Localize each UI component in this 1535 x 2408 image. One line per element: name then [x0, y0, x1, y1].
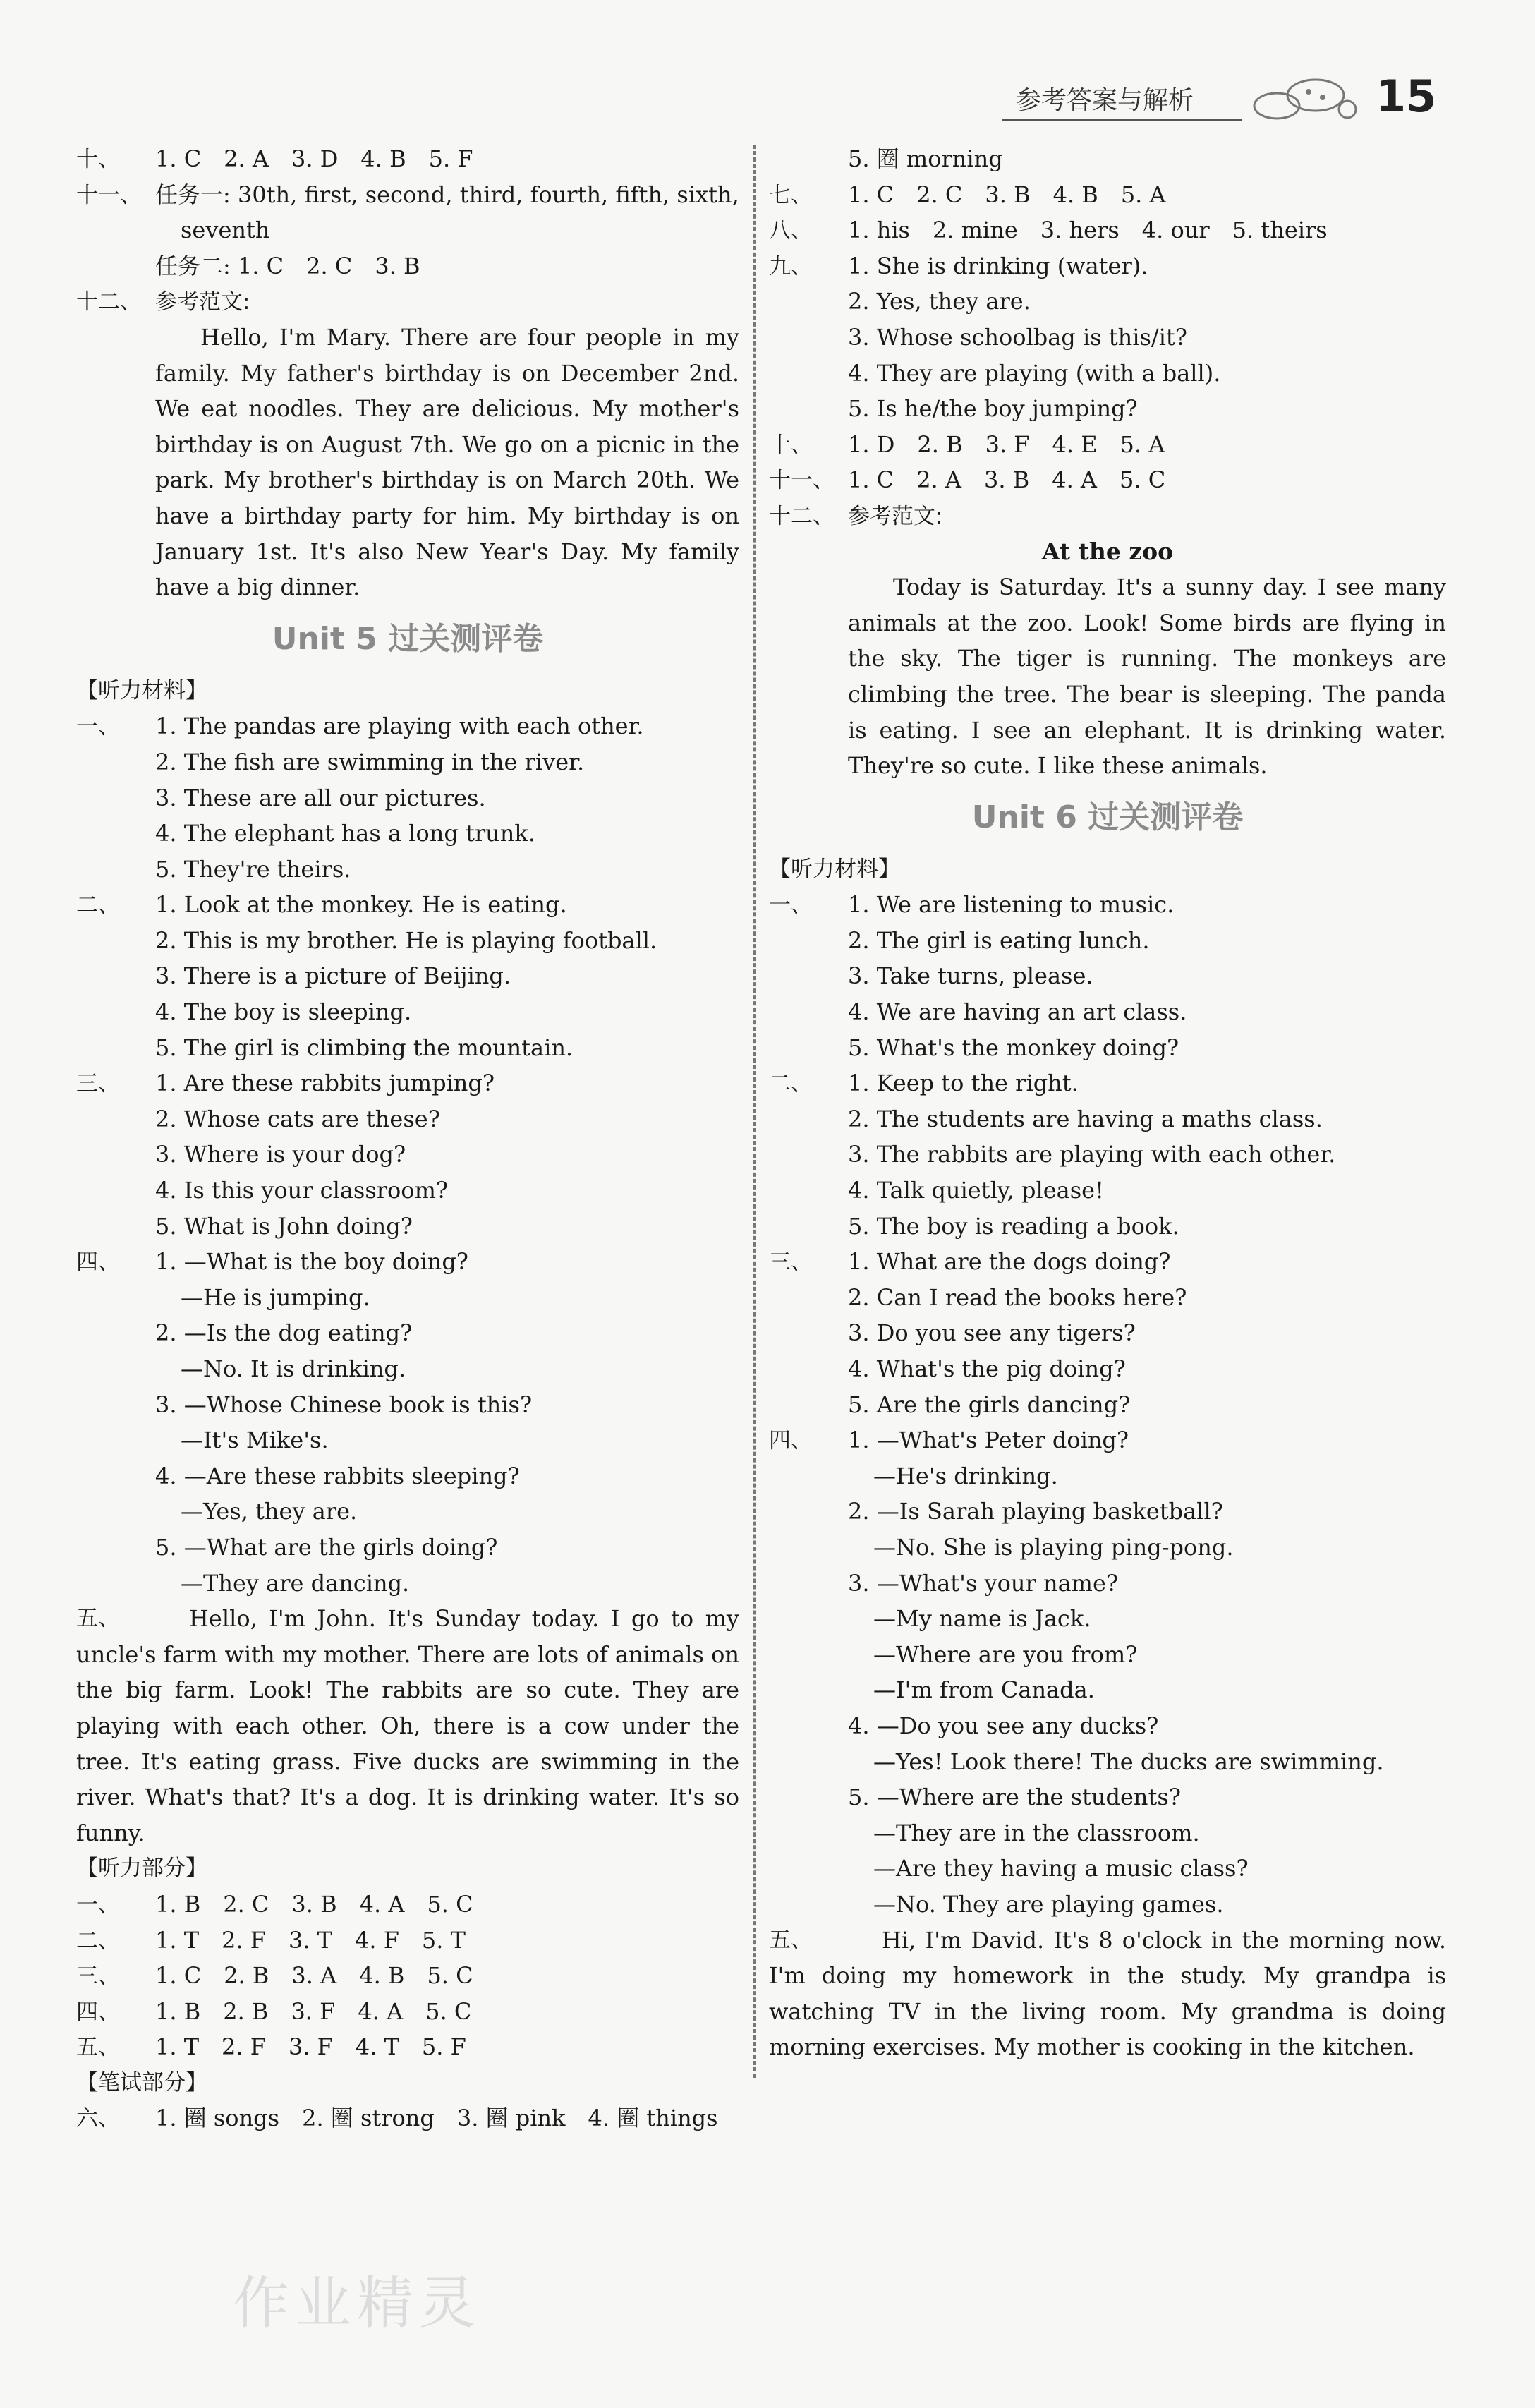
right-column	[769, 141, 1446, 2065]
passage-block	[76, 1601, 739, 1851]
answer-row	[76, 284, 739, 320]
essay-heading: 参考范文:	[155, 289, 250, 315]
list-item: 2. Whose cats are these?	[155, 1105, 440, 1132]
answer-row: 5. 圈 morning	[848, 145, 1003, 172]
list-item: 3. The rabbits are playing with each other.	[848, 1141, 1336, 1168]
watermark: 作业精灵	[233, 2270, 481, 2336]
list-item: 2. The girl is eating lunch.	[848, 926, 1150, 954]
list-item: 3. These are all our pictures.	[155, 784, 486, 811]
dialogue-line: —No. They are playing games.	[873, 1890, 1224, 1918]
list-item: 三、 1. Are these rabbits jumping?	[76, 1065, 739, 1101]
answer-label: 五、	[76, 1606, 120, 1632]
list-item: 5. The boy is reading a book.	[848, 1212, 1179, 1240]
dialogue-line: —They are in the classroom.	[873, 1819, 1200, 1846]
list-item: 4. The elephant has a long trunk.	[155, 820, 535, 847]
list-item: 3. Where is your dog?	[155, 1141, 406, 1168]
answer-row: 八、 1. his 2. mine 3. hers 4. our 5. theirs	[769, 217, 1328, 244]
listening-passage: Hello, I'm John. It's Sunday today. I go to my uncle's farm with my mother. There are lots of animals on the big farm. Look! The rabbits are so cute. They are playing with each other. Oh, there is a cow under the tree. It's eating grass. Five ducks are swimming in the river. What's that? It's a dog. It is drinking water. It's so funny.	[76, 1605, 739, 1846]
answer-row: 2. Yes, they are.	[848, 288, 1031, 315]
list-item: 2. The fish are swimming in the river.	[155, 748, 585, 775]
answer-label: 三、	[76, 1071, 120, 1097]
list-item: 4. Talk quietly, please!	[848, 1177, 1104, 1204]
dialogue-line: —Yes! Look there! The ducks are swimming.	[873, 1748, 1384, 1775]
listening-material-heading: 【听力材料】	[76, 677, 207, 703]
dialogue-line: 四、 1. —What's Peter doing?	[769, 1427, 1129, 1454]
list-item: 4. What's the pig doing?	[848, 1355, 1126, 1382]
answer-row: 十二、 参考范文:	[769, 503, 943, 529]
unit6-title: Unit 6 过关测评卷	[971, 799, 1244, 835]
list-item: 5. They're theirs.	[155, 855, 351, 883]
list-item: 5. Are the girls dancing?	[848, 1391, 1131, 1418]
answer-row	[76, 177, 739, 213]
dialogue-line: —They are dancing.	[181, 1569, 410, 1597]
listening-passage: Hi, I'm David. It's 8 o'clock in the morning now. I'm doing my homework in the study. My grandpa is watching TV in the living room. My grandma is doing morning exercises. My mother is cooking in the kitchen.	[769, 1926, 1446, 2061]
dialogue-line: 3. —What's your name?	[848, 1569, 1119, 1597]
answer-row: 六、 1. 圈 songs 2. 圈 strong 3. 圈 pink 4. 圈 things	[76, 2105, 718, 2132]
dialogue-line: —It's Mike's.	[181, 1427, 329, 1454]
list-item: 2. This is my brother. He is playing football.	[155, 926, 657, 954]
list-item: 5. What's the monkey doing?	[848, 1034, 1179, 1061]
listening-material-heading: 【听力材料】	[769, 856, 900, 882]
header-rule	[1002, 119, 1242, 121]
answer-row: 十一、 1. C 2. A 3. B 4. A 5. C	[769, 466, 1166, 494]
list-item: 4. The boy is sleeping.	[155, 998, 412, 1026]
answer-label: 十二、	[76, 289, 142, 315]
bubbles-decoration-icon	[1249, 71, 1361, 127]
dialogue-line: 2. —Is Sarah playing basketball?	[848, 1498, 1223, 1525]
essay-title: At the zoo	[1041, 537, 1174, 565]
list-item: 二、 1. Look at the monkey. He is eating.	[76, 887, 739, 923]
dialogue-line: 4. —Do you see any ducks?	[848, 1712, 1159, 1739]
page-header	[1002, 68, 1481, 131]
answer-row: 5. Is he/the boy jumping?	[848, 395, 1138, 423]
essay-heading: 参考范文:	[848, 503, 943, 529]
dialogue-line: 5. —What are the girls doing?	[155, 1533, 498, 1561]
answer-row: 七、 1. C 2. C 3. B 4. B 5. A	[769, 181, 1166, 208]
answer-label: 十一、	[76, 182, 142, 208]
answer-row: seventh	[181, 217, 270, 244]
list-item: 3. There is a picture of Beijing.	[155, 962, 511, 990]
list-item: 4. We are having an art class.	[848, 998, 1187, 1026]
dialogue-line: 5. —Where are the students?	[848, 1784, 1181, 1811]
model-essay: Hello, I'm Mary. There are four people in my family. My father's birthday is on December 2nd. We eat noodles. They are delicious. My mother's birthday is on August 7th. We go on a picnic in the park. My brother's birthday is on March 20th. We have a birthday party for him. My birthday is on January 1st. It's also New Year's Day. My family have a big dinner.	[155, 323, 739, 601]
answer-row: 三、 1. C 2. B 3. A 4. B 5. C	[76, 1962, 473, 1990]
dialogue-line: —Yes, they are.	[181, 1498, 358, 1525]
left-column	[76, 141, 739, 2136]
page-number: 15	[1376, 71, 1437, 122]
answer-label: 二、	[76, 893, 120, 919]
list-item: 3. Do you see any tigers?	[848, 1319, 1136, 1347]
answer-label: 一、	[76, 714, 120, 740]
dialogue-line: —No. It is drinking.	[181, 1355, 406, 1382]
model-essay: Today is Saturday. It's a sunny day. I see many animals at the zoo. Look! Some birds are flying in the sky. The tiger is running. The monkeys are climbing the tree. The bear is sleeping. The panda is eating. I see an elephant. It is drinking water. They're so cute. I like these animals.	[848, 574, 1446, 780]
list-item: 5. What is John doing?	[155, 1212, 413, 1240]
answer-label: 四、	[76, 1250, 120, 1276]
answer-row: 五、 1. T 2. F 3. F 4. T 5. F	[76, 2033, 466, 2061]
list-item: 一、 1. We are listening to music.	[769, 891, 1175, 919]
listening-part-heading: 【听力部分】	[76, 1856, 207, 1882]
list-item: 2. Can I read the books here?	[848, 1283, 1187, 1311]
answer-text: 1. C 2. A 3. D 4. B 5. F	[155, 145, 473, 172]
list-item: 4. Is this your classroom?	[155, 1177, 449, 1204]
answer-row: 4. They are playing (with a ball).	[848, 359, 1221, 387]
dialogue-line: —I'm from Canada.	[873, 1676, 1095, 1704]
dialogue-line: —Are they having a music class?	[873, 1855, 1249, 1882]
answer-row: 3. Whose schoolbag is this/it?	[848, 323, 1187, 351]
answer-label: 十、	[76, 147, 120, 172]
dialogue-line: —He is jumping.	[181, 1283, 370, 1311]
answer-row: 十、 1. D 2. B 3. F 4. E 5. A	[769, 430, 1165, 458]
answer-row: 任务二: 1. C 2. C 3. B	[155, 252, 420, 279]
answer-text: 任务一: 30th, first, second, third, fourth, fifth, sixth,	[155, 181, 739, 208]
unit5-title: Unit 5 过关测评卷	[272, 620, 544, 657]
dialogue-line: —My name is Jack.	[873, 1605, 1091, 1633]
answer-row	[76, 141, 739, 177]
list-item: 二、 1. Keep to the right.	[769, 1070, 1079, 1097]
header-title: 参考答案与解析	[1016, 86, 1194, 115]
column-divider	[753, 145, 756, 2078]
passage-block	[769, 1923, 1446, 2065]
list-item: 3. Take turns, please.	[848, 962, 1093, 990]
answer-row: 二、 1. T 2. F 3. T 4. F 5. T	[76, 1926, 466, 1954]
dialogue-line: 2. —Is the dog eating?	[155, 1319, 413, 1347]
list-item: 一、 1. The pandas are playing with each other.	[76, 708, 739, 744]
answer-label: 五、	[769, 1927, 813, 1953]
dialogue-line: 4. —Are these rabbits sleeping?	[155, 1462, 520, 1489]
dialogue-line: —He's drinking.	[873, 1462, 1058, 1489]
dialogue-line: —No. She is playing ping-pong.	[873, 1533, 1234, 1561]
answer-row: 四、 1. B 2. B 3. F 4. A 5. C	[76, 1997, 472, 2025]
answer-row: 九、 1. She is drinking (water).	[769, 252, 1148, 279]
answer-row: 一、 1. B 2. C 3. B 4. A 5. C	[76, 1890, 473, 1918]
dialogue-line: —Where are you from?	[873, 1640, 1138, 1668]
dialogue-line: 3. —Whose Chinese book is this?	[155, 1391, 533, 1418]
list-item: 三、 1. What are the dogs doing?	[769, 1248, 1171, 1276]
list-item: 5. The girl is climbing the mountain.	[155, 1034, 574, 1061]
writing-part-heading: 【笔试部分】	[76, 2069, 207, 2095]
dialogue-line: 四、 1. —What is the boy doing?	[76, 1244, 739, 1280]
list-item: 2. The students are having a maths class.	[848, 1105, 1323, 1132]
